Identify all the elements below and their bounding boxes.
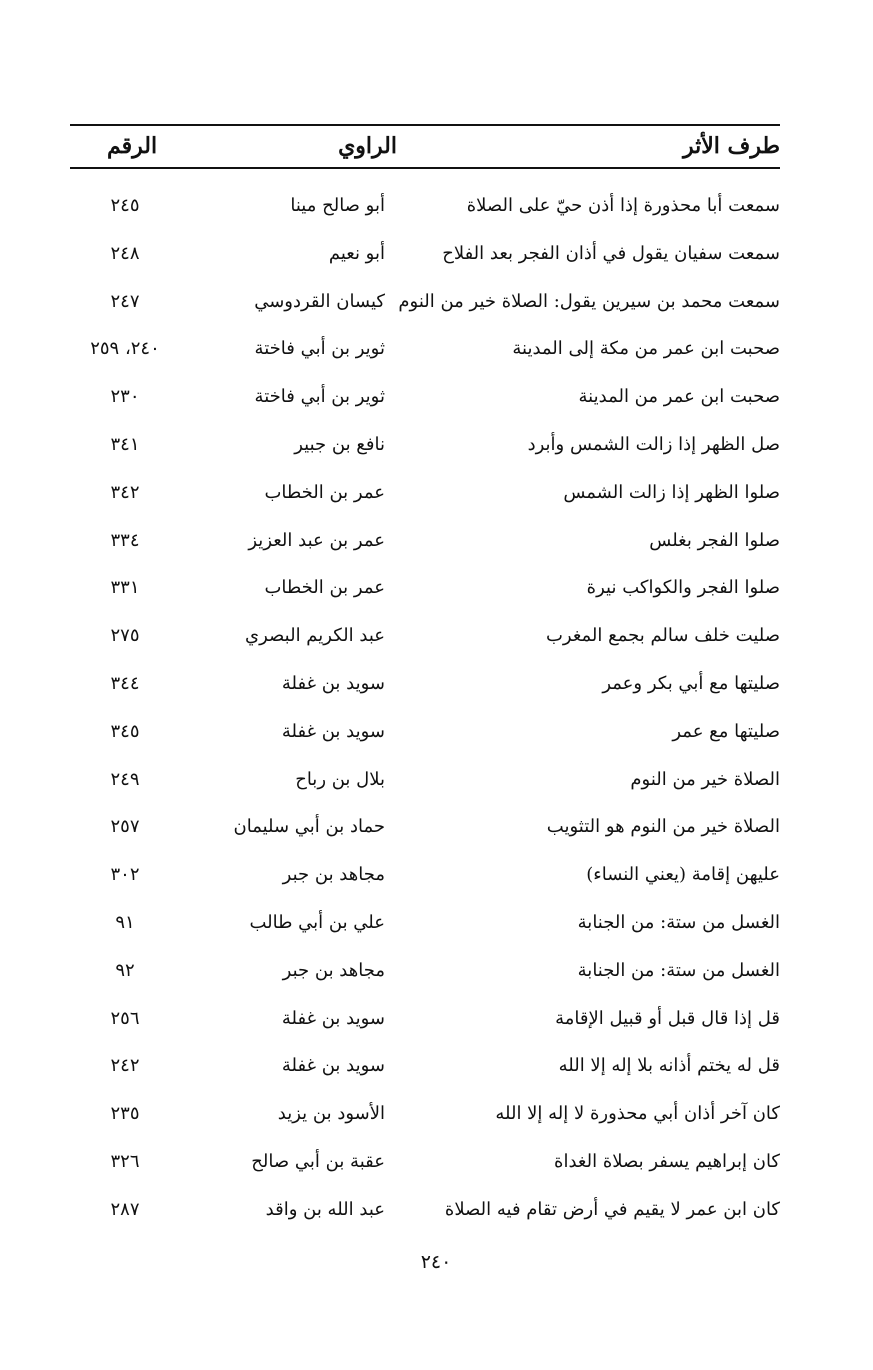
athar-cell: صلوا الفجر بغلس (649, 529, 780, 551)
rawi-cell: مجاهد بن جبر (282, 864, 385, 886)
number-cell: ٢٤٠، ٢٥٩ (90, 338, 160, 360)
number-cell: ٣٠٢ (110, 864, 140, 886)
table-row (70, 614, 780, 662)
athar-cell: صلوا الفجر والكواكب نيرة (586, 577, 780, 599)
table-row (70, 758, 780, 806)
table-row (70, 327, 780, 375)
table-row (70, 1092, 780, 1140)
number-cell: ٩١ (115, 911, 135, 933)
rawi-cell: نافع بن جبير (294, 433, 385, 455)
table-row (70, 1188, 780, 1236)
number-cell: ٣٤١ (110, 433, 140, 455)
rawi-cell: سويد بن غفلة (281, 1007, 385, 1029)
rawi-cell: سويد بن غفلة (281, 672, 385, 694)
column-header-rawi: الراوي (338, 133, 397, 159)
number-cell: ٩٢ (115, 959, 135, 981)
rawi-cell: عمر بن الخطاب (264, 481, 385, 503)
number-cell: ٢٥٧ (110, 816, 140, 838)
number-cell: ٢٤٩ (110, 768, 140, 790)
athar-cell: صلوا الظهر إذا زالت الشمس (563, 481, 780, 503)
table-row (70, 423, 780, 471)
rawi-cell: عمر بن عبد العزيز (248, 529, 385, 551)
athar-cell: كان إبراهيم يسفر بصلاة الغداة (554, 1150, 780, 1172)
table-row (70, 566, 780, 614)
rawi-cell: ثوير بن أبي فاختة (254, 338, 385, 360)
table-row (70, 232, 780, 280)
table-row (70, 1140, 780, 1188)
rawi-cell: عبد الله بن واقد (265, 1198, 385, 1220)
table-row (70, 471, 780, 519)
number-cell: ٢٨٧ (110, 1198, 140, 1220)
rawi-cell: عمر بن الخطاب (264, 577, 385, 599)
athar-cell: كان ابن عمر لا يقيم في أرض تقام فيه الصلاة (444, 1198, 780, 1220)
athar-cell: كان آخر أذان أبي محذورة لا إله إلا الله (495, 1103, 780, 1125)
rawi-cell: حماد بن أبي سليمان (233, 816, 385, 838)
header-bottom-rule (70, 167, 780, 169)
column-header-athar: طرف الأثر (682, 133, 780, 159)
number-cell: ٢٤٨ (110, 242, 140, 264)
athar-cell: صليت خلف سالم بجمع المغرب (545, 625, 780, 647)
number-cell: ٣٤٢ (110, 481, 140, 503)
athar-cell: الصلاة خير من النوم هو التثويب (546, 816, 780, 838)
rawi-cell: سويد بن غفلة (281, 1055, 385, 1077)
number-cell: ٣٤٥ (110, 720, 140, 742)
athar-cell: صحبت ابن عمر من المدينة (578, 386, 780, 408)
page-number: ٢٤٠ (420, 1251, 452, 1273)
table-row (70, 805, 780, 853)
table-row (70, 1044, 780, 1092)
number-cell: ٣٣١ (110, 577, 140, 599)
rawi-cell: الأسود بن يزيد (277, 1103, 385, 1125)
number-cell: ٢٧٥ (110, 625, 140, 647)
number-cell: ٣٣٤ (110, 529, 140, 551)
athar-cell: صل الظهر إذا زالت الشمس وأبرد (527, 433, 780, 455)
rawi-cell: ثوير بن أبي فاختة (254, 386, 385, 408)
number-cell: ٣٢٦ (110, 1150, 140, 1172)
number-cell: ٢٣٠ (110, 386, 140, 408)
table-row (70, 280, 780, 328)
athar-cell: صليتها مع أبي بكر وعمر (602, 672, 780, 694)
number-cell: ٢٤٥ (110, 195, 140, 216)
number-cell: ٢٤٢ (110, 1055, 140, 1077)
table-row (70, 184, 780, 232)
column-header-number: الرقم (106, 133, 158, 159)
table-row (70, 662, 780, 710)
number-cell: ٢٥٦ (110, 1007, 140, 1029)
table-header (70, 126, 780, 166)
rawi-cell: عبد الكريم البصري (245, 625, 385, 647)
athar-cell: الغسل من ستة: من الجنابة (577, 911, 780, 933)
number-cell: ٢٤٧ (110, 290, 140, 312)
athar-cell: قل إذا قال قبل أو قبيل الإقامة (555, 1007, 780, 1029)
rawi-cell: عقبة بن أبي صالح (251, 1150, 385, 1172)
table-row (70, 375, 780, 423)
athar-cell: قل له يختم أذانه بلا إله إلا الله (558, 1055, 780, 1077)
table-row (70, 949, 780, 997)
rawi-cell: علي بن أبي طالب (249, 911, 385, 933)
rawi-cell: مجاهد بن جبر (282, 959, 385, 981)
athar-cell: سمعت أبا محذورة إذا أذن حيّ على الصلاة (466, 195, 780, 216)
number-cell: ٢٣٥ (110, 1103, 140, 1125)
athar-cell: صحبت ابن عمر من مكة إلى المدينة (512, 338, 780, 360)
athar-cell: صليتها مع عمر (672, 720, 780, 742)
table-row (70, 519, 780, 567)
table-row (70, 901, 780, 949)
table-body (70, 184, 780, 1236)
number-cell: ٣٤٤ (110, 672, 140, 694)
rawi-cell: بلال بن رباح (295, 768, 385, 790)
rawi-cell: أبو نعيم (328, 242, 385, 264)
athar-cell: الغسل من ستة: من الجنابة (577, 959, 780, 981)
athar-cell: عليهن إقامة (يعني النساء) (586, 864, 780, 886)
table-row (70, 997, 780, 1045)
rawi-cell: كيسان القردوسي (254, 290, 385, 312)
athar-cell: سمعت محمد بن سيرين يقول: الصلاة خير من النوم (398, 290, 780, 312)
table-row (70, 853, 780, 901)
athar-cell: الصلاة خير من النوم (630, 768, 780, 790)
rawi-cell: سويد بن غفلة (281, 720, 385, 742)
athar-cell: سمعت سفيان يقول في أذان الفجر بعد الفلاح (442, 242, 780, 264)
table-row (70, 710, 780, 758)
rawi-cell: أبو صالح مينا (290, 195, 385, 216)
